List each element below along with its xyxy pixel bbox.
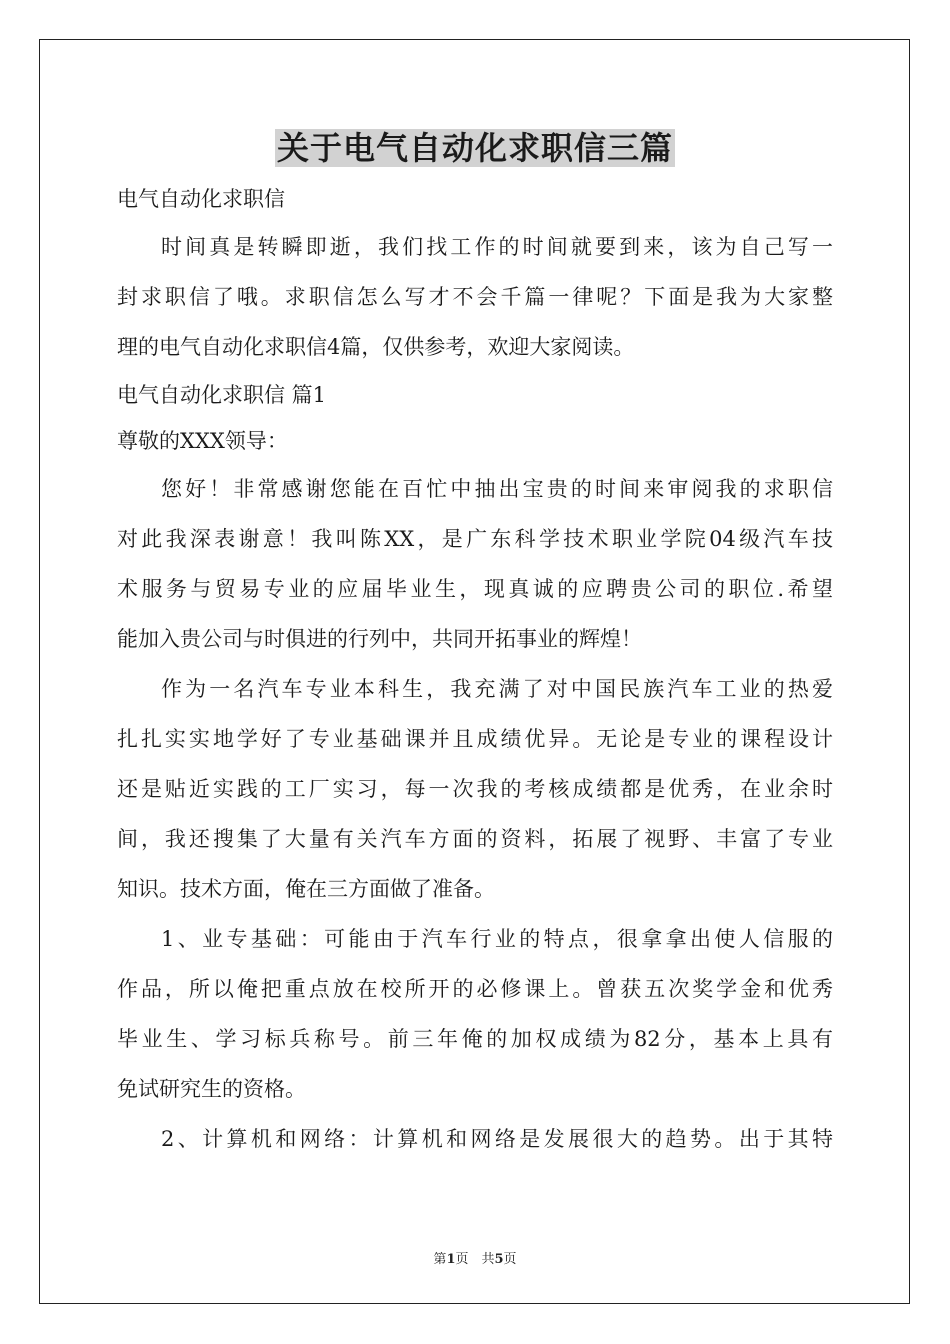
paragraph-background (117, 664, 833, 914)
paragraph-line: 扎扎实实地学好了专业基础课并且成绩优异。无论是专业的课程设计 (117, 727, 833, 751)
footer-prefix: 第 (433, 1252, 447, 1267)
subtitle: 电气自动化求职信 (117, 187, 285, 211)
page-footer (0, 1248, 950, 1267)
paragraph-line: 术服务与贸易专业的应届毕业生，现真诚的应聘贵公司的职位.希望 (117, 577, 833, 601)
footer-suffix: 页 (503, 1252, 517, 1267)
document-title (0, 126, 950, 170)
salutation: 尊敬的XXX领导： (117, 429, 288, 453)
paragraph-line: 能加入贵公司与时俱进的行列中，共同开拓事业的辉煌！ (117, 627, 642, 651)
paragraph-basics (117, 914, 833, 1114)
paragraph-line: 知识。技术方面，俺在三方面做了准备。 (117, 877, 495, 901)
footer-mid: 页 共 (455, 1252, 495, 1267)
intro-paragraph (117, 222, 833, 372)
paragraph-line: 您好！非常感谢您能在百忙中抽出宝贵的时间来审阅我的求职信 (161, 477, 833, 501)
paragraph-computer (117, 1114, 833, 1164)
paragraph-line: 对此我深表谢意！我叫陈XX，是广东科学技术职业学院04级汽车技 (117, 527, 833, 551)
paragraph-line: 时间真是转瞬即逝，我们找工作的时间就要到来，该为自己写一 (161, 235, 833, 259)
paragraph-greeting (117, 464, 833, 664)
title-text: 关于电气自动化求职信三篇 (276, 129, 673, 167)
paragraph-line: 免试研究生的资格。 (117, 1077, 306, 1101)
paragraph-line: 间，我还搜集了大量有关汽车方面的资料，拓展了视野、丰富了专业 (117, 827, 833, 851)
document-body (117, 176, 833, 1164)
paragraph-line: 还是贴近实践的工厂实习，每一次我的考核成绩都是优秀，在业余时 (117, 777, 833, 801)
current-page-number: 1 (446, 1252, 456, 1267)
paragraph-line: 1、业专基础：可能由于汽车行业的特点，很拿拿出使人信服的 (161, 927, 833, 951)
paragraph-line: 作为一名汽车专业本科生，我充满了对中国民族汽车工业的热爱 (161, 677, 833, 701)
paragraph-line: 作品，所以俺把重点放在校所开的必修课上。曾获五次奖学金和优秀 (117, 977, 833, 1001)
paragraph-line: 毕业生、学习标兵称号。前三年俺的加权成绩为82分，基本上具有 (117, 1027, 833, 1051)
paragraph-line: 封求职信了哦。求职信怎么写才不会千篇一律呢？下面是我为大家整 (117, 285, 833, 309)
paragraph-line: 理的电气自动化求职信4篇，仅供参考，欢迎大家阅读。 (117, 335, 635, 359)
section-heading: 电气自动化求职信 篇1 (117, 383, 327, 407)
total-page-count: 5 (494, 1252, 504, 1267)
paragraph-line: 2、计算机和网络：计算机和网络是发展很大的趋势。出于其特 (161, 1127, 833, 1151)
